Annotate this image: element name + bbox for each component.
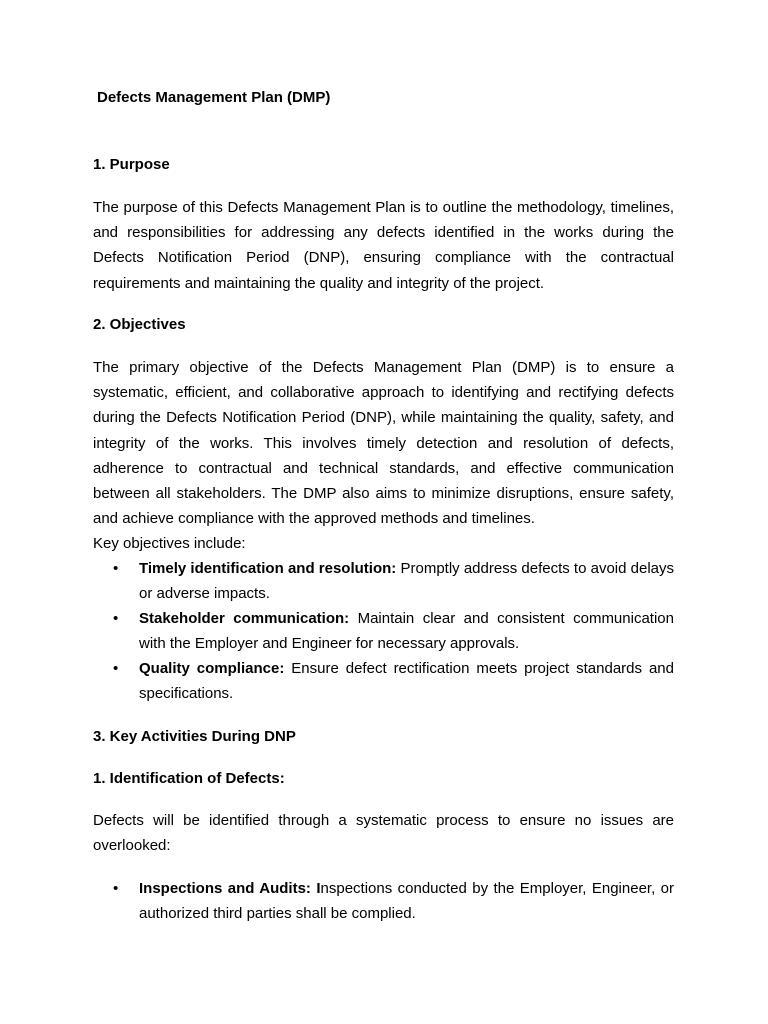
section-heading-activities: 3. Key Activities During DNP (93, 728, 296, 745)
identification-paragraph: Defects will be identified through a systematic process to ensure no issues are overlooked: (93, 812, 674, 855)
document-title: Defects Management Plan (DMP) (97, 89, 331, 106)
list-item (93, 556, 674, 606)
list-item-text (139, 656, 674, 706)
list-item-label: Quality compliance: (139, 660, 285, 677)
list-item-label: Inspections and Audits: I (139, 880, 321, 897)
section-heading-objectives: 2. Objectives (93, 316, 186, 333)
list-item-body: Maintain clear and consistent communication with the Employer and Engineer for necessary approvals. (139, 610, 674, 653)
bullet-icon: • (113, 610, 119, 627)
list-item-body: nspections conducted by the Employer, Engineer, or authorized third parties shall be complied. (139, 880, 674, 923)
list-item (93, 876, 674, 926)
list-item-label: Stakeholder communication: (139, 610, 350, 627)
section-heading-purpose: 1. Purpose (93, 156, 170, 173)
purpose-paragraph: The purpose of this Defects Management Plan is to outline the methodology, timelines, and responsibilities for addressing any defects identified in the works during the Defects Notification Period (DNP), ensuring compliance with the contractual requirements and maintaining the quality and integrity of the project. (93, 199, 674, 292)
list-item-label: Timely identification and resolution: (139, 560, 397, 577)
list-item-text (139, 606, 674, 656)
objectives-intro: Key objectives include: (93, 535, 246, 552)
bullet-icon: • (113, 880, 119, 897)
list-item-text (139, 876, 674, 926)
list-item-body: Ensure defect rectification meets project standards and specifications. (139, 660, 674, 703)
bullet-icon: • (113, 660, 119, 677)
bullet-icon: • (113, 560, 119, 577)
list-item-body: Promptly address defects to avoid delays or adverse impacts. (139, 560, 675, 603)
list-item (93, 656, 674, 706)
list-item (93, 606, 674, 656)
objectives-paragraph: The primary objective of the Defects Management Plan (DMP) is to ensure a systematic, efficient, and collaborative approach to identifying and rectifying defects during the Defects Notification Period (DNP), while maintaining the quality, safety, and integrity of the works. This involves timely detection and resolution of defects, adherence to contractual and technical standards, and effective communication between all stakeholders. The DMP also aims to minimize disruptions, ensure safety, and achieve compliance with the approved methods and timelines. (93, 359, 674, 528)
list-item-text (139, 556, 674, 606)
subsection-heading-identification: 1. Identification of Defects: (93, 770, 285, 787)
